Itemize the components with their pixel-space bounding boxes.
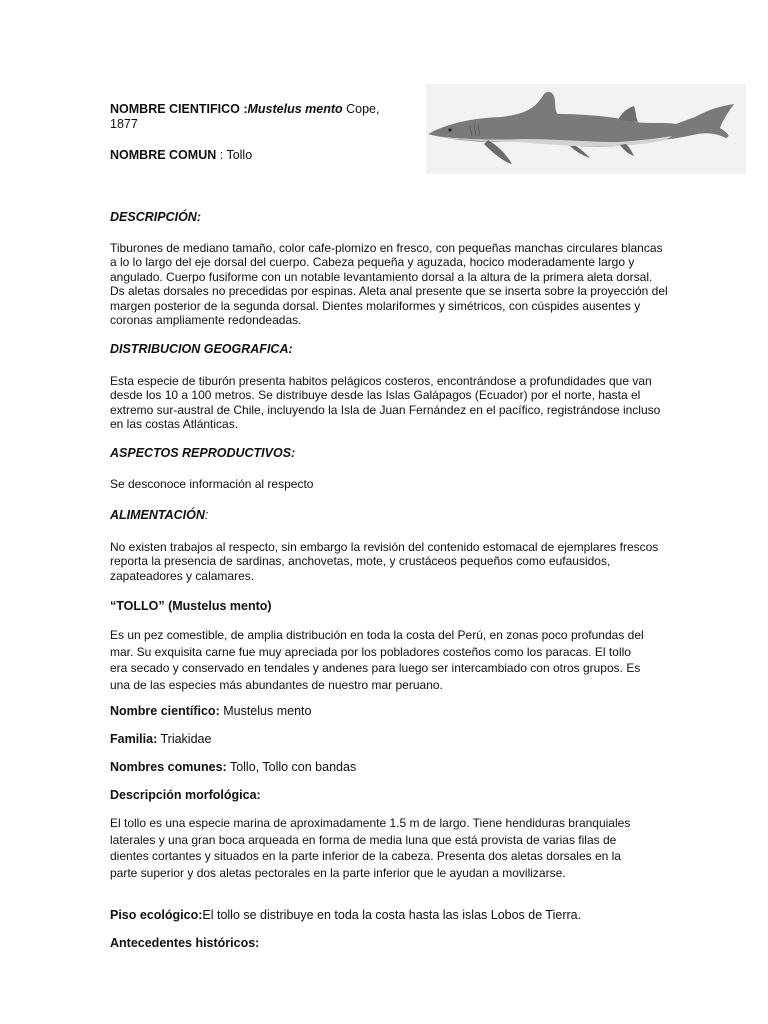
nombres-comunes-value: Tollo, Tollo con bandas (226, 760, 357, 774)
common-name-value: Tollo (226, 148, 253, 162)
tollo-heading: “TOLLO” (Mustelus mento) (110, 599, 272, 613)
scientific-name-label: NOMBRE CIENTIFICO : (110, 102, 248, 116)
common-name-separator: : (216, 148, 227, 162)
tollo-text: Es un pez comestible, de amplia distribución en toda la costa del Perú, en zonas poco profundas del mar. Su exquisita carne fue muy apreciada por los pobladores costeños como los paracas. El tollo era secado y conservado en tendales y andenes para luego ser intercambiado con otros grupos. Es una de las especies más abundantes de nuestro mar peruano. (110, 628, 644, 692)
scientific-name-value: Mustelus mento (247, 102, 343, 116)
antecedentes-heading: Antecedentes históricos: (110, 936, 260, 950)
nombres-comunes-label: Nombres comunes: (110, 760, 227, 774)
shark-illustration-icon (426, 84, 746, 174)
piso-ecologico-value: El tollo se distribuye en toda la costa hasta las islas Lobos de Tierra. (202, 908, 582, 922)
alimentacion-heading (110, 508, 208, 522)
morfologica-text: El tollo es una especie marina de aproximadamente 1.5 m de largo. Tiene hendiduras branquiales laterales y una gran boca arqueada en forma de media luna que está provista de varias filas de dientes cortantes y situados en la parte inferior de la cabeza. Presenta dos aletas dorsales en la parte superior y dos aletas pectorales en la parte inferior que le ayudan a movilizarse. (110, 816, 631, 880)
descripcion-heading: DESCRIPCIÓN: (110, 210, 201, 224)
distribucion-text: Esta especie de tiburón presenta habitos pelágicos costeros, encontrándose a profundidades que van desde los 10 a 100 metros. Se distribuye desde las Islas Galápagos (Ecuador) por el norte, hasta el extremo sur-austral de Chile, incluyendo la Isla de Juan Fernández en el pacífico, registrándose incluso en las costas Atlánticas. (110, 374, 661, 432)
reproductivos-text: Se desconoce información al respecto (110, 477, 314, 491)
alimentacion-heading-colon: : (204, 508, 209, 522)
familia-line (110, 732, 211, 746)
morfologica-heading: Descripción morfológica: (110, 788, 261, 802)
familia-label: Familia: (110, 732, 158, 746)
descripcion-text: Tiburones de mediano tamaño, color cafe-plomizo en fresco, con pequeñas manchas circulares blancas a lo lo largo del eje dorsal del cuerpo. Cabeza pequeña y aguzada, hocico moderadamente largo y angulado. Cuerpo fusiforme con un notable levantamiento dorsal a la altura de la primera aleta dorsal. Ds aletas dorsales no precedidas por espinas. Aleta anal presente que se inserta sobre la proyección del margen posterior de la segunda dorsal. Dientes molariformes y simétricos, con cúspides ausentes y coronas ampliamente redondeadas. (110, 241, 668, 328)
familia-value: Triakidae (157, 732, 212, 746)
reproductivos-heading: ASPECTOS REPRODUCTIVOS: (110, 446, 296, 460)
piso-ecologico-line (110, 908, 581, 922)
nombres-comunes-line (110, 760, 356, 774)
nombre-cientifico-value: Mustelus mento (219, 704, 312, 718)
shark-image (426, 84, 746, 174)
piso-ecologico-label: Piso ecológico: (110, 908, 203, 922)
distribucion-heading: DISTRIBUCION GEOGRAFICA: (110, 342, 293, 356)
common-name-label: NOMBRE COMUN (110, 148, 217, 162)
alimentacion-heading-text: ALIMENTACIÓN (110, 508, 205, 522)
scientific-name-author: Cope, (342, 102, 380, 116)
common-name-header (110, 148, 252, 162)
nombre-cientifico-label: Nombre científico: (110, 704, 220, 718)
scientific-name-header (110, 102, 410, 132)
alimentacion-text: No existen trabajos al respecto, sin embargo la revisión del contenido estomacal de ejemplares frescos reporta la presencia de sardinas, anchovetas, mote, y crustáceos pequeños como eufausidos, zapateadores y calamares. (110, 540, 659, 583)
nombre-cientifico-line (110, 704, 311, 718)
scientific-name-year: 1877 (110, 117, 138, 131)
